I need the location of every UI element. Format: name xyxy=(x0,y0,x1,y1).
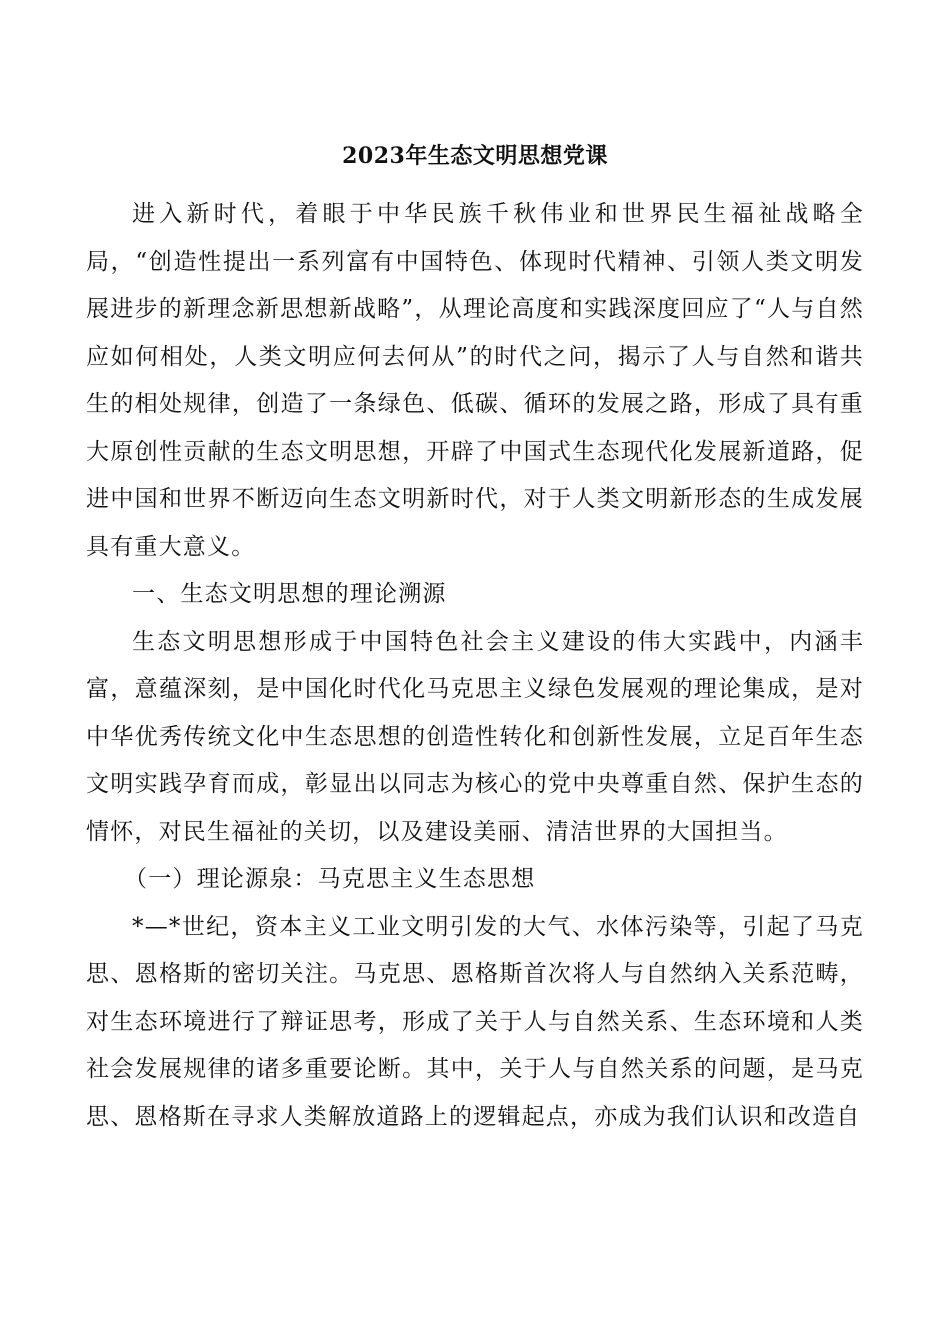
intro-paragraph: 进入新时代，着眼于中华民族千秋伟业和世界民生福祉战略全局，“创造性提出一系列富有中国特色、体现时代精神、引领人类文明发展进步的新理念新思想新战略”，从理论高度和实践深度回应了“人与自然应如何相处，人类文明应何去何从”的时代之问，揭示了人与自然和谐共生的相处规律，创造了一条绿色、低碳、循环的发展之路，形成了具有重大原创性贡献的生态文明思想，开辟了中国式生态现代化发展新道路，促进中国和世界不断迈向生态文明新时代，对于人类文明新形态的生成发展具有重大意义。 xyxy=(86,201,864,560)
subsection-heading: （一）理论源泉：马克思主义生态思想 xyxy=(124,866,536,892)
document-title: 2023年生态文明思想党课 xyxy=(342,143,608,169)
document-body xyxy=(86,191,864,1141)
body-paragraph: 生态文明思想形成于中国特色社会主义建设的伟大实践中，内涵丰富，意蕴深刻，是中国化时代化马克思主义绿色发展观的理论集成，是对中华优秀传统文化中生态思想的创造性转化和创新性发展，立足百年生态文明实践孕育而成，彰显出以同志为核心的党中央尊重自然、保护生态的情怀，对民生福祉的关切，以及建设美丽、清洁世界的大国担当。 xyxy=(86,628,864,845)
section-heading: 一、生态文明思想的理论溯源 xyxy=(132,581,447,607)
body-paragraph: *—*世纪，资本主义工业文明引发的大气、水体污染等，引起了马克思、恩格斯的密切关注。马克思、恩格斯首次将人与自然纳入关系范畴，对生态环境进行了辩证思考，形成了关于人与自然关系、生态环境和人类社会发展规律的诸多重要论断。其中，关于人与自然关系的问题，是马克思、恩格斯在寻求人类解放道路上的逻辑起点，亦成为我们认识和改造自 xyxy=(86,913,864,1130)
